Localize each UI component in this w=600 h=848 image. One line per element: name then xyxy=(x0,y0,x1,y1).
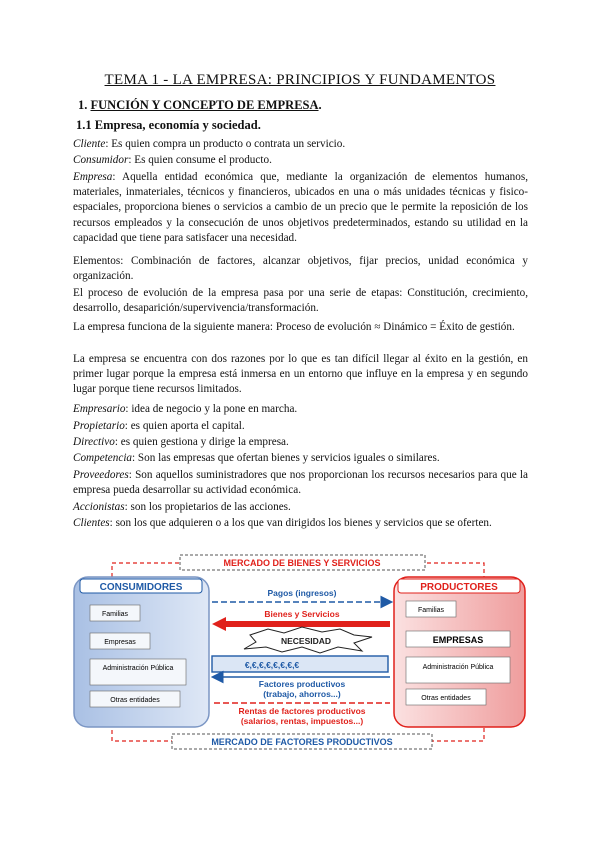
section-heading: 1. FUNCIÓN Y CONCEPTO DE EMPRESA. xyxy=(78,98,322,112)
paragraph-funciona: La empresa funciona de la siguiente manera: Proceso de evolución ≈ Dinámico = Éxito de gestión. xyxy=(73,321,515,333)
consumer-item: Empresas xyxy=(104,639,136,646)
flow-factores-sub: (trabajo, ahorros...) xyxy=(263,689,341,699)
role-accionistas: Accionistas: son los propietarios de las acciones. xyxy=(73,501,291,513)
flow-euros-label: €,€,€,€,€,€,€,€ xyxy=(244,660,300,670)
paragraph-proceso: El proceso de evolución de la empresa pasa por una serie de etapas: Constitución, crecimiento, desarrollo, desaparición/supervivencia/transformación. xyxy=(73,287,528,315)
necesidad-label: NECESIDAD xyxy=(280,636,332,646)
flow-bienes-label: Bienes y Servicios xyxy=(264,609,340,619)
definition-consumidor: Consumidor: Es quien consume el producto. xyxy=(73,154,272,166)
flow-euros-bar xyxy=(212,656,388,672)
definition-cliente: Cliente: Es quien compra un producto o contrata un servicio. xyxy=(73,138,346,150)
bottom-market-label: MERCADO DE FACTORES PRODUCTIVOS xyxy=(211,737,393,747)
role-clientes: Clientes: son los que adquieren o a los que van dirigidos los bienes y servicios que se oferten. xyxy=(73,517,492,529)
paragraph-razones: La empresa se encuentra con dos razones por lo que es tan difícil llegar al éxito en la gestión, en primer lugar porque la empresa está inmersa en un entorno que influye en la empresa y en segundo lugar porque tiene recursos limitados. xyxy=(73,353,528,396)
consumer-item-box xyxy=(90,659,186,685)
role-propietario: Propietario: es quien aporta el capital. xyxy=(73,420,245,432)
role-competencia: Competencia: Son las empresas que ofertan bienes y servicios iguales o similares. xyxy=(73,452,440,464)
producers-title: PRODUCTORES xyxy=(420,582,498,593)
flow-rentas-label: Rentas de factores productivos xyxy=(238,706,366,716)
consumers-title: CONSUMIDORES xyxy=(99,582,183,593)
consumer-item: Otras entidades xyxy=(110,697,160,704)
role-proveedores: Proveedores: Son aquellos suministradores que nos proporcionan los recursos necesarios para que la empresa pueda desarrollar su actividad económica. xyxy=(73,469,528,497)
subsection-heading: 1.1 Empresa, economía y sociedad. xyxy=(76,118,261,132)
top-market-label: MERCADO DE BIENES Y SERVICIOS xyxy=(223,558,381,568)
flow-pagos-label: Pagos (ingresos) xyxy=(267,588,337,598)
consumer-item: Familias xyxy=(101,611,129,618)
role-directivo: Directivo: es quien gestiona y dirige la empresa. xyxy=(73,436,289,448)
page-title: TEMA 1 - LA EMPRESA: PRINCIPIOS Y FUNDAMENTOS xyxy=(104,72,496,88)
flow-factores-label: Factores productivos xyxy=(258,679,346,689)
economic-flow-diagram xyxy=(72,553,527,753)
section-heading-label: FUNCIÓN Y CONCEPTO DE EMPRESA xyxy=(90,98,319,112)
role-empresario: Empresario: idea de negocio y la pone en marcha. xyxy=(73,403,298,415)
producer-item: Otras entidades xyxy=(421,695,471,702)
producer-item: Familias xyxy=(417,607,445,614)
paragraph-elementos: Elementos: Combinación de factores, alcanzar objetivos, fijar precios, unidad económica y organización. xyxy=(73,255,528,283)
producer-item: Administración Pública xyxy=(422,664,494,671)
flow-rentas-sub: (salarios, rentas, impuestos...) xyxy=(240,716,364,726)
consumer-item: Administración Pública xyxy=(102,665,174,672)
producer-item: EMPRESAS xyxy=(432,635,484,645)
definition-empresa: Empresa: Aquella entidad económica que, mediante la organización de elementos humanos, materiales, inmateriales, técnicos y financieros, ubicados en una o más unidades técnicas y fisico-espaciales, proporciona bienes o servicios a cambio de un precio que le permite la reposición de los recursos empleados y la consecución de unos objetivos predeterminados, estando su utilidad en la capacidad que tiene para satisfacer una necesidad. xyxy=(73,171,528,244)
